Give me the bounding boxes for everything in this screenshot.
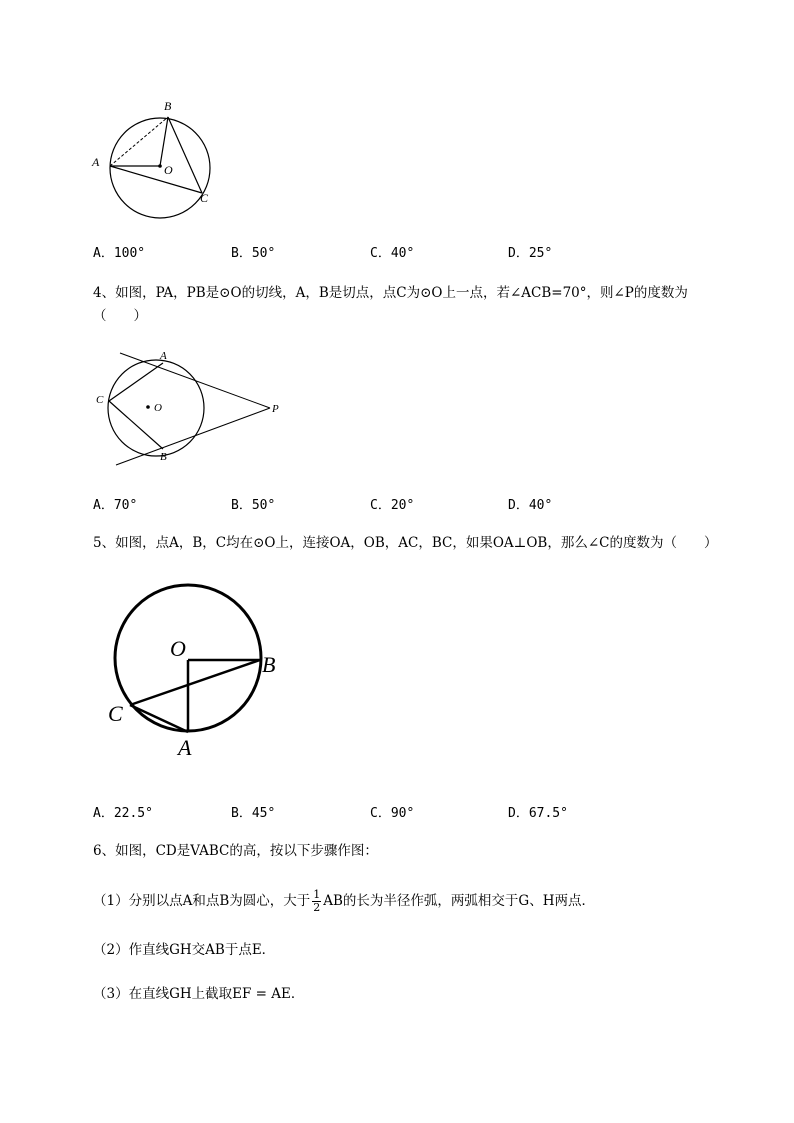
q4-stem-text: 4、如图，PA，PB是⊙O的切线，A，B是切点，点C为⊙O上一点，若∠ACB=70°，则∠P的度数为: [93, 285, 688, 301]
q4-option-b[interactable]: B．50°: [231, 498, 276, 513]
q4-label-c: C: [96, 394, 104, 406]
q4-answer-parentheses: （ ）: [93, 308, 147, 324]
q5-option-a[interactable]: A．22.5°: [93, 806, 153, 821]
q6-stem-text: 6、如图，CD是VABC的高，按以下步骤作图：: [93, 843, 378, 859]
q6-step1-post: AB的长为半径作弧，两弧相交于G、H两点．: [323, 893, 595, 909]
q4-label-b: B: [160, 451, 167, 463]
q4-option-a[interactable]: A．70°: [93, 498, 138, 513]
q3-figure: [88, 96, 228, 220]
q3-option-a[interactable]: A．100°: [93, 246, 146, 261]
q4-tangent-pa: [120, 353, 270, 408]
q5-label-o: O: [170, 636, 186, 661]
q5-stem: [93, 532, 718, 554]
q6-step1-pre: （1）分别以点A和点B为圆心，大于: [93, 893, 311, 909]
q6-fraction-denominator: 2: [313, 901, 321, 914]
q5-option-d[interactable]: D．67.5°: [508, 806, 568, 821]
q5-chord-bc: [130, 660, 260, 705]
q5-option-c[interactable]: C．90°: [370, 806, 415, 821]
q6-stem: [93, 840, 378, 862]
q6-step3: [93, 983, 304, 1005]
q4-figure: [90, 345, 290, 470]
q5-stem-text: 5、如图，点A，B，C均在⊙O上，连接OA，OB，AC，BC，如果OA⊥OB，那么∠C的度数为（ ）: [93, 535, 718, 551]
q6-fraction-numerator: 1: [313, 888, 321, 901]
q3-option-c[interactable]: C．40°: [370, 246, 415, 261]
q4-chord-ca: [109, 363, 163, 401]
q3-label-c: C: [200, 191, 209, 205]
q4-label-o: O: [154, 402, 162, 414]
q4-tangent-pb: [116, 408, 270, 465]
q3-segment-bc: [168, 117, 202, 193]
q5-label-a: A: [178, 735, 192, 760]
q3-circle: [110, 118, 210, 218]
q6-step1-fraction: [312, 889, 321, 914]
q4-option-c[interactable]: C．20°: [370, 498, 415, 513]
q3-label-a: A: [92, 155, 100, 169]
q6-step2-text: （2）作直线GH交AB于点E．: [93, 942, 276, 958]
q4-center-dot: [146, 405, 150, 409]
q4-label-a: A: [160, 350, 167, 362]
q5-figure: [100, 575, 300, 765]
q6-step3-text: （3）在直线GH上截取EF = AE．: [93, 986, 305, 1002]
q6-step2: [93, 939, 275, 961]
q3-segment-ac: [110, 166, 202, 193]
q3-segment-ob: [160, 117, 168, 166]
q4-stem-paren: [93, 305, 147, 327]
q3-option-b[interactable]: B．50°: [231, 246, 276, 261]
q5-chord-ca: [130, 705, 188, 732]
q5-option-b[interactable]: B．45°: [231, 806, 276, 821]
q4-stem: [93, 282, 688, 304]
q6-step1: [93, 886, 595, 916]
q3-option-d[interactable]: D．25°: [508, 246, 553, 261]
q3-center-dot: [158, 164, 162, 168]
q4-label-p: P: [272, 403, 279, 415]
q5-label-c: C: [108, 701, 123, 726]
q3-chord-ab-dashed: [110, 117, 168, 166]
q5-label-b: B: [262, 652, 276, 677]
q3-label-b: B: [164, 99, 172, 113]
q4-option-d[interactable]: D．40°: [508, 498, 553, 513]
q3-label-o: O: [164, 163, 173, 177]
